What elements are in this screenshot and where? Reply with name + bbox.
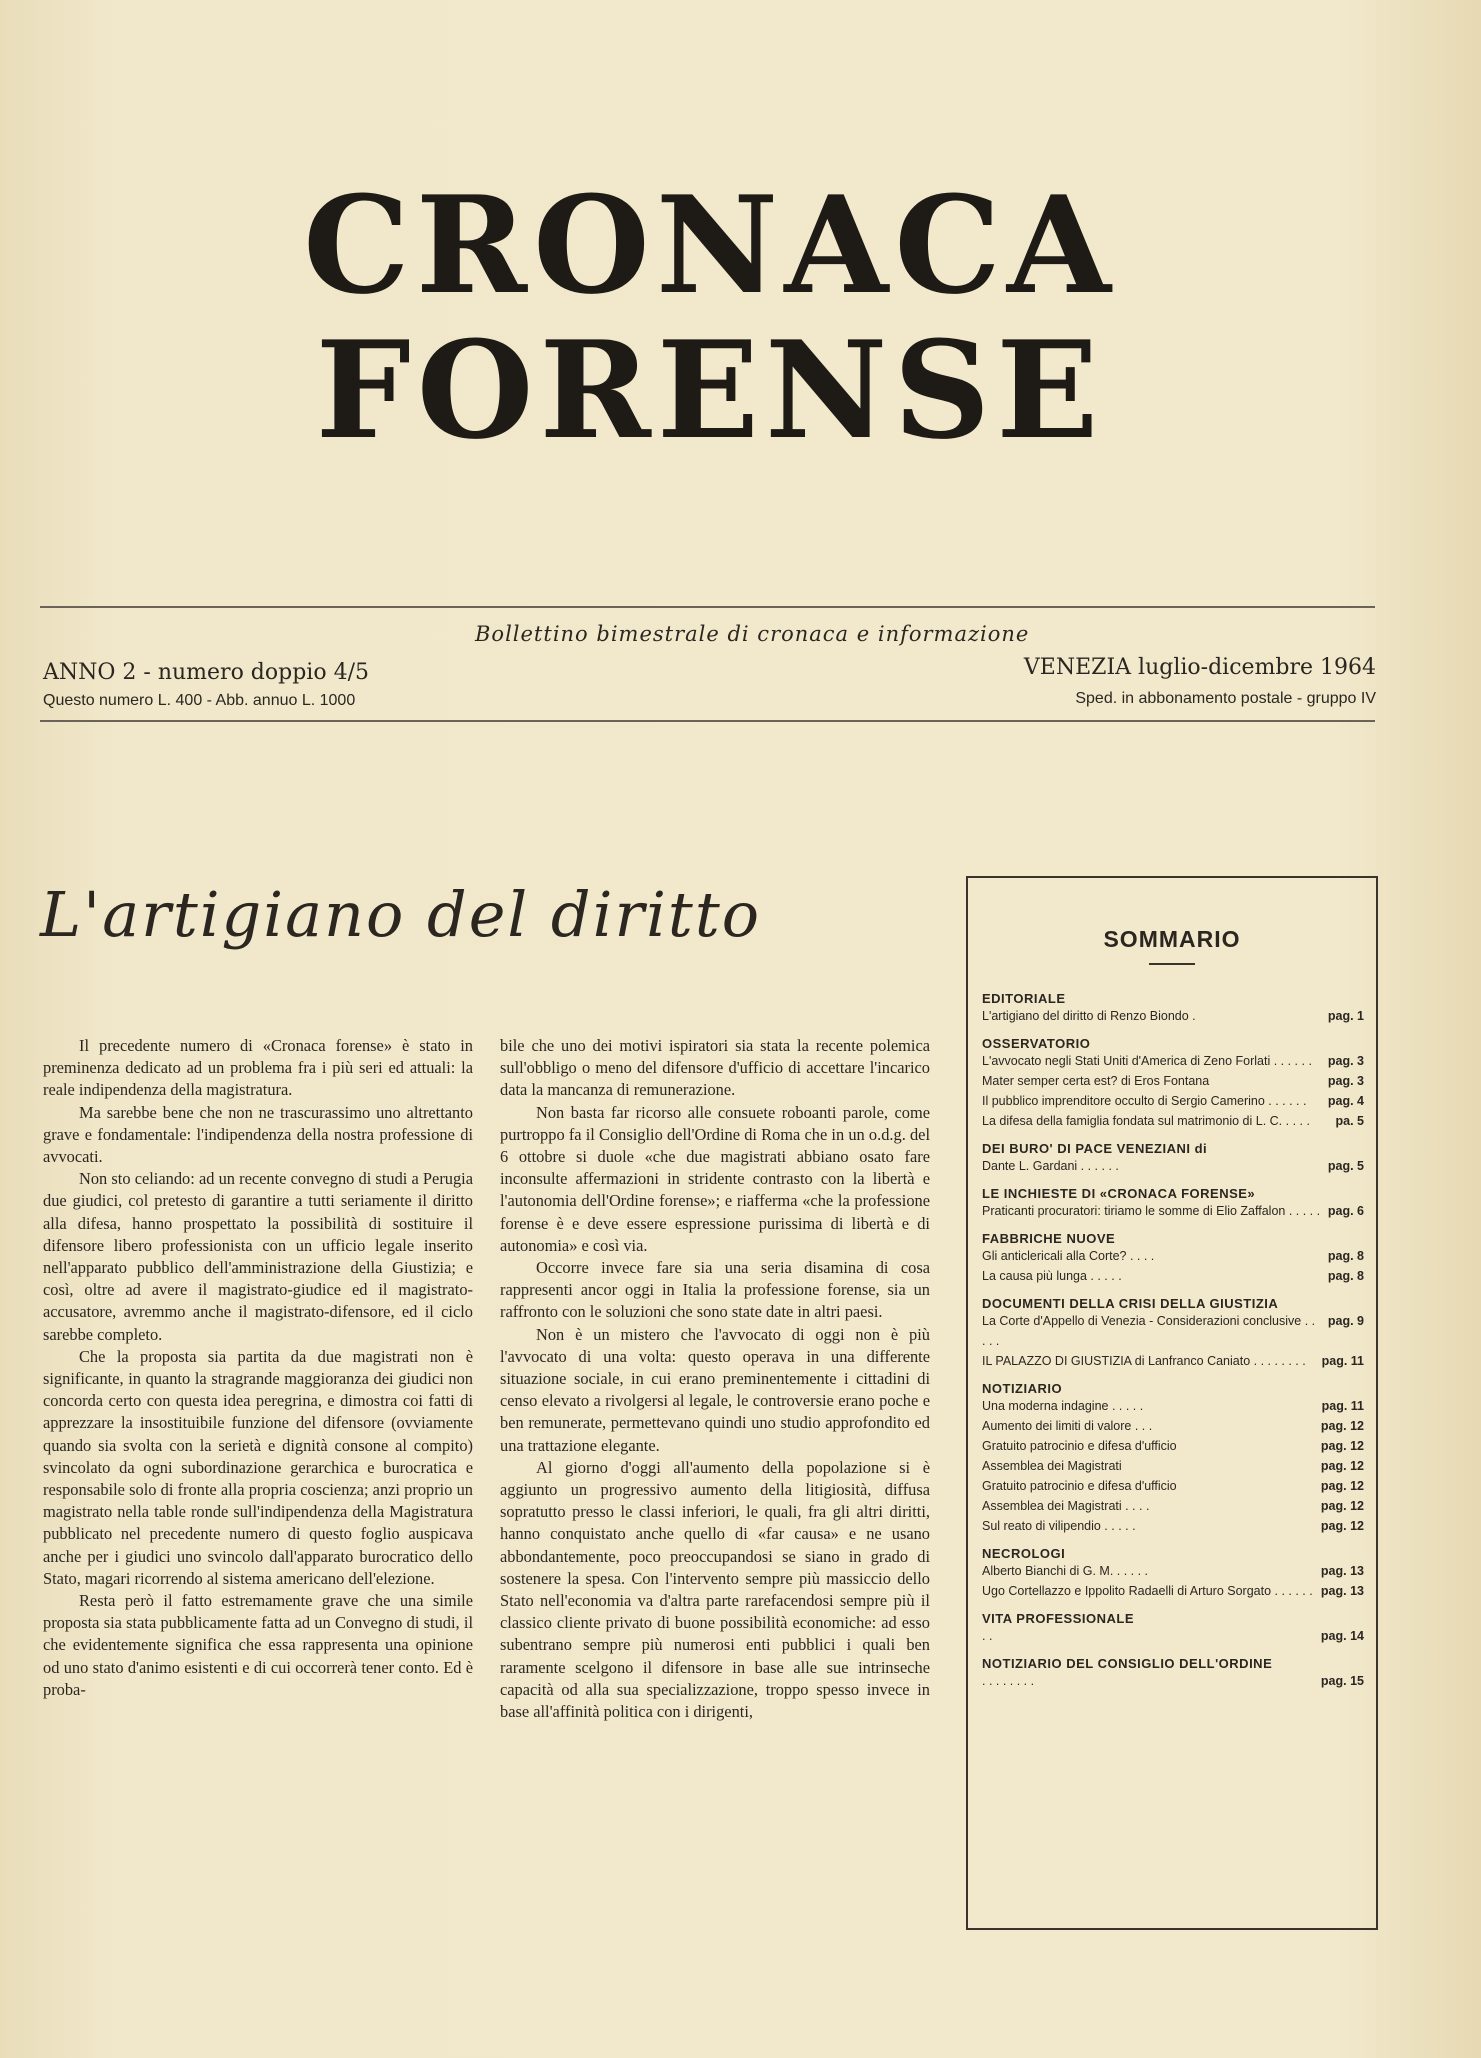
toc-entry [982, 1416, 1364, 1436]
toc-entry-page: pag. 13 [1320, 1564, 1364, 1578]
toc-entry [982, 1091, 1364, 1111]
toc-title: SOMMARIO [1103, 926, 1241, 952]
toc-entry-page: pag. 8 [1327, 1269, 1364, 1283]
toc-section [982, 1141, 1364, 1176]
subtitle: Bollettino bimestrale di cronaca e informazione [475, 622, 1030, 646]
toc-entry-title: . . [982, 1629, 993, 1643]
toc-entry-title: Mater semper certa est? di Eros Fontana [982, 1074, 1210, 1088]
toc-entry-title: Gratuito patrocinio e difesa d'ufficio [982, 1479, 1177, 1493]
toc-entry-title: Assemblea dei Magistrati . . . . [982, 1499, 1150, 1513]
toc-section [982, 1296, 1364, 1371]
toc-entry-page: pag. 12 [1320, 1519, 1364, 1533]
issue-number: ANNO 2 - numero doppio 4/5 [43, 660, 369, 685]
toc-section-heading: LE INCHIESTE DI «CRONACA FORENSE» [982, 1186, 1256, 1201]
article-paragraph: Occorre invece fare sia una seria disamina di cosa rappresenti ancor oggi in Italia la professione forense, sia un raffronto con le soluzioni che sono state date in altri paesi. [500, 1258, 930, 1322]
toc-entry-page: pag. 15 [1320, 1674, 1364, 1688]
toc-section-heading: NOTIZIARIO DEL CONSIGLIO DELL'ORDINE [982, 1656, 1273, 1671]
toc-entry [982, 1111, 1364, 1131]
toc-entry [982, 1351, 1364, 1371]
toc-section-heading: DEI BURO' DI PACE VENEZIANI di [982, 1141, 1208, 1156]
article-paragraph: Non sto celiando: ad un recente convegno di studi a Perugia due giudici, col pretesto di garantire a tutti seriamente il diritto alla difesa, hanno prospettato la possibilità di sostituire il difensore libero professionista con un ufficio legale inserito nell'apparato pubblico dell'amministrazione della Giustizia; e così, oltre ad avere il magistrato-giudice ed il magistrato-accusatore, avremmo anche il magistrato-difensore, ed il ciclo sarebbe completo. [43, 1169, 473, 1344]
toc-entry-page: pag. 12 [1320, 1419, 1364, 1433]
masthead-line-1: CRONACA [303, 166, 1117, 324]
toc-section-heading: VITA PROFESSIONALE [982, 1611, 1135, 1626]
toc-section [982, 991, 1364, 1026]
toc-entry [982, 1581, 1364, 1601]
article-paragraph: Ma sarebbe bene che non ne trascurassimo uno altrettanto grave e fondamentale: l'indipendenza della nostra professione di avvocati. [43, 1102, 473, 1167]
article-paragraph: Resta però il fatto estremamente grave che una simile proposta sia stata pubblicamente fatta ad un Convegno di studi, il che evidentemente significa che essa rappresenta una opinione od uno stato d'animo esistenti e di cui occorrerà tener conto. Ed è proba- [43, 1591, 473, 1699]
article-paragraph: Non basta far ricorso alle consuete roboanti parole, come purtroppo fa il Consiglio dell'Ordine di Roma che in un o.d.g. del 6 ottobre si duole «che due magistrati abbiano osato fare inconsulte affermazioni in stridente contrasto con la libertà e l'autonomia dell'Ordine forense»; e riafferma «che la professione forense è e deve essere espressione purissima di libertà e di autonomia» e così via. [500, 1102, 930, 1255]
toc-entry-page: pag. 12 [1320, 1479, 1364, 1493]
toc-entry-title: Gratuito patrocinio e difesa d'ufficio [982, 1439, 1177, 1453]
toc-body [968, 991, 1376, 1691]
toc-entry-page: pag. 9 [1327, 1314, 1364, 1328]
article-paragraph: Non è un mistero che l'avvocato di oggi non è più l'avvocato di una volta: questo operava in una differente situazione sociale, in cui erano preminentemente i cittadini di censo elevato a rivolgersi al legale, le controversie erano poche e ben remunerate, permettevano quindi uno studio approfondito ed una trattazione elegante. [500, 1324, 930, 1455]
toc-entry-page: pag. 12 [1320, 1439, 1364, 1453]
toc-section-heading: NECROLOGI [982, 1546, 1066, 1561]
article-paragraph: Il precedente numero di «Cronaca forense» è stato in preminenza dedicato ad un problema fra i più seri ed attuali: la reale indipendenza della magistratura. [43, 1036, 473, 1100]
toc-entry-title: Gli anticlericali alla Corte? . . . . [982, 1249, 1155, 1263]
toc-entry-page: pag. 11 [1321, 1354, 1364, 1368]
toc-entry-page: pag. 13 [1320, 1584, 1364, 1598]
toc-entry-title: La causa più lunga . . . . . [982, 1269, 1122, 1283]
postal-info: Sped. in abbonamento postale - gruppo IV [1075, 690, 1376, 707]
article-title: L'artigiano del diritto [40, 878, 762, 951]
issue-price: Questo numero L. 400 - Abb. annuo L. 1000 [43, 692, 356, 709]
toc-entry [982, 1626, 1364, 1646]
article-column-2 [500, 1035, 930, 1723]
toc-entry-title: L'avvocato negli Stati Uniti d'America di Zeno Forlati . . . . . . [982, 1054, 1312, 1068]
toc-entry [982, 1051, 1364, 1071]
toc-entry-title: Una moderna indagine . . . . . [982, 1399, 1144, 1413]
toc-section-heading: NOTIZIARIO [982, 1381, 1063, 1396]
toc-entry-page: pag. 3 [1327, 1054, 1364, 1068]
toc-entry [982, 1476, 1364, 1496]
toc-entry-page: pag. 11 [1321, 1399, 1364, 1413]
toc-entry [982, 1671, 1364, 1691]
toc-entry-title: Praticanti procuratori: tiriamo le somme di Elio Zaffalon . . . . . [982, 1204, 1321, 1218]
toc-entry [982, 1006, 1364, 1026]
toc-entry-page: pag. 12 [1320, 1459, 1364, 1473]
toc-entry-title: La difesa della famiglia fondata sul matrimonio di L. C. . . . . [982, 1114, 1310, 1128]
toc-entry-title: Assemblea dei Magistrati [982, 1459, 1122, 1473]
toc-section [982, 1231, 1364, 1286]
toc-entry [982, 1311, 1364, 1351]
toc-entry-page: pag. 12 [1320, 1499, 1364, 1513]
toc-section [982, 1381, 1364, 1536]
toc-entry [982, 1516, 1364, 1536]
toc-entry-title: Aumento dei limiti di valore . . . [982, 1419, 1153, 1433]
place-date: VENEZIA luglio-dicembre 1964 [1023, 655, 1376, 680]
toc-entry [982, 1071, 1364, 1091]
toc-entry [982, 1201, 1364, 1221]
toc-entry-page: pag. 14 [1320, 1629, 1364, 1643]
toc-entry-page: pa. 5 [1335, 1114, 1364, 1128]
toc-section-heading: OSSERVATORIO [982, 1036, 1091, 1051]
toc-entry-title: La Corte d'Appello di Venezia - Considerazioni conclusive . . . . . [982, 1314, 1316, 1348]
toc-entry-page: pag. 5 [1327, 1159, 1364, 1173]
toc-entry [982, 1396, 1364, 1416]
toc-entry [982, 1246, 1364, 1266]
toc-entry-page: pag. 1 [1327, 1009, 1364, 1023]
toc-entry [982, 1266, 1364, 1286]
toc-entry-title: IL PALAZZO DI GIUSTIZIA di Lanfranco Caniato . . . . . . . . [982, 1354, 1306, 1368]
header-rule-bottom [40, 720, 1375, 722]
toc-section [982, 1036, 1364, 1131]
toc-entry-title: Sul reato di vilipendio . . . . . [982, 1519, 1136, 1533]
toc-entry-page: pag. 4 [1327, 1094, 1364, 1108]
table-of-contents [966, 876, 1378, 1930]
article-paragraph: Che la proposta sia partita da due magistrati non è significante, in quanto la stragrande maggioranza dei giudici non concorda certo con questa idea peregrina, e dimostra coi fatti di apprezzare la insostituibile funzione del difensore (ovviamente quando sia svolta con la serietà e dignità consone al compito) svincolato da ogni subordinazione gerarchica e burocratica e responsabile solo di fronte alla propria coscienza; anzi proprio un magistrato nella table ronde sull'indipendenza della Magistratura pubblicato nel precedente numero di questo foglio auspicava anche per i giudici uno svincolo dall'apparato burocratico dello Stato, magari ricorrendo al sistema americano dell'elezione. [43, 1346, 473, 1588]
article-paragraph: bile che uno dei motivi ispiratori sia stata la recente polemica sull'obbligo o meno del difensore d'ufficio di accettare l'incarico data la mancanza di remunerazione. [500, 1036, 930, 1100]
toc-entry [982, 1456, 1364, 1476]
toc-section-heading: EDITORIALE [982, 991, 1066, 1006]
toc-entry-title: . . . . . . . . [982, 1674, 1035, 1688]
toc-entry-title: Ugo Cortellazzo e Ippolito Radaelli di Arturo Sorgato . . . . . . [982, 1584, 1313, 1598]
toc-entry-title: L'artigiano del diritto di Renzo Biondo . [982, 1009, 1196, 1023]
masthead-line-2: FORENSE [315, 311, 1105, 469]
header-rule-top [40, 606, 1375, 608]
toc-entry-title: Alberto Bianchi di G. M. . . . . . [982, 1564, 1149, 1578]
toc-title-rule [1149, 963, 1195, 965]
toc-entry-page: pag. 3 [1327, 1074, 1364, 1088]
toc-entry-title: Dante L. Gardani . . . . . . [982, 1159, 1119, 1173]
toc-section [982, 1546, 1364, 1601]
article-paragraph: Al giorno d'oggi all'aumento della popolazione si è aggiunto un progressivo aumento della litigiosità, diffusa sopratutto presso le classi inferiori, le quali, fra gli altri diritti, hanno conquistato anche quello di «far causa» e ne usano abbondantemente, poco preoccupandosi se siano in grado di sostenere la spesa. Con l'intervento sempre più massiccio dello Stato nell'economia va d'altra parte rarefacendosi sempre più il classico cliente privato di buone possibilità economiche: ad esso subentrano sempre più numerosi enti pubblici i quali ben raramente scelgono il difensore in base alle sue intrinseche capacità od alla sua specializzazione, troppo spesso invece in base all'affinità politica con i dirigenti, [500, 1457, 930, 1722]
toc-section [982, 1656, 1364, 1691]
toc-entry [982, 1436, 1364, 1456]
toc-entry [982, 1561, 1364, 1581]
toc-entry [982, 1156, 1364, 1176]
toc-section [982, 1611, 1364, 1646]
toc-entry-title: Il pubblico imprenditore occulto di Sergio Camerino . . . . . . [982, 1094, 1307, 1108]
toc-section [982, 1186, 1364, 1221]
toc-entry-page: pag. 8 [1327, 1249, 1364, 1263]
toc-entry [982, 1496, 1364, 1516]
toc-entry-page: pag. 6 [1327, 1204, 1364, 1218]
toc-section-heading: FABBRICHE NUOVE [982, 1231, 1116, 1246]
article-column-1 [43, 1035, 473, 1701]
toc-section-heading: DOCUMENTI DELLA CRISI DELLA GIUSTIZIA [982, 1296, 1279, 1311]
